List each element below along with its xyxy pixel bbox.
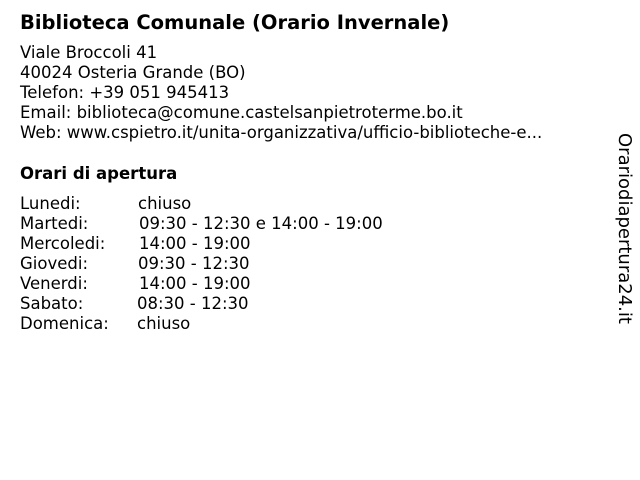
page-title: Biblioteca Comunale (Orario Invernale) [20, 11, 450, 34]
hours-row-friday [20, 274, 440, 294]
hours-value: 09:30 - 12:30 [138, 254, 250, 273]
hours-value: 14:00 - 19:00 [139, 274, 251, 293]
hours-row-monday [20, 194, 440, 214]
hours-value: 08:30 - 12:30 [137, 294, 249, 313]
hours-row-tuesday [20, 214, 440, 234]
hours-row-sunday [20, 314, 440, 334]
hours-row-saturday [20, 294, 440, 314]
hours-value: chiuso [138, 194, 192, 213]
city-address: 40024 Osteria Grande (BO) [20, 63, 246, 82]
day-label: Mercoledi: [20, 234, 106, 253]
email-address: Email: biblioteca@comune.castelsanpietroterme.bo.it [20, 103, 463, 122]
hours-row-wednesday [20, 234, 440, 254]
hours-value: chiuso [137, 314, 191, 333]
day-label: Giovedi: [20, 254, 88, 273]
opening-hours-heading: Orari di apertura [20, 164, 178, 183]
day-label: Lunedi: [20, 194, 81, 213]
hours-row-thursday [20, 254, 440, 274]
street-address: Viale Broccoli 41 [20, 43, 158, 62]
site-watermark: Orariodiapertura24.it [614, 133, 635, 324]
day-label: Domenica: [20, 314, 109, 333]
day-label: Martedi: [20, 214, 89, 233]
hours-value: 09:30 - 12:30 e 14:00 - 19:00 [139, 214, 383, 233]
day-label: Venerdi: [20, 274, 88, 293]
opening-hours-table [20, 194, 440, 334]
address-block [20, 43, 542, 143]
phone-number: Telefon: +39 051 945413 [20, 83, 230, 102]
website-link[interactable]: Web: www.cspietro.it/unita-organizzativa/ufficio-biblioteche-e... [20, 123, 543, 142]
hours-value: 14:00 - 19:00 [139, 234, 251, 253]
day-label: Sabato: [20, 294, 84, 313]
